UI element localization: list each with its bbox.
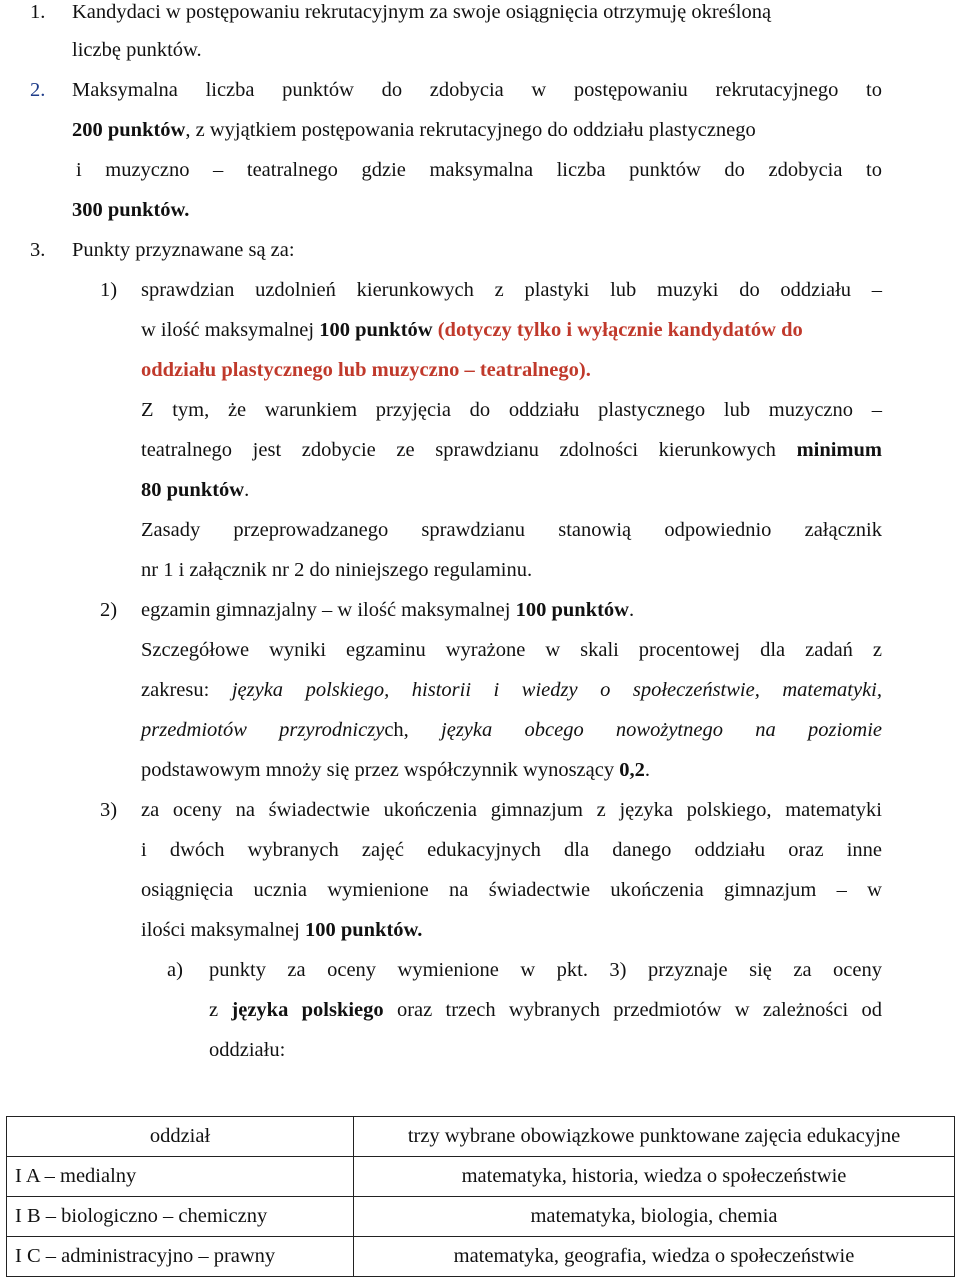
- sub-a-line2-plain: z: [209, 999, 232, 1021]
- sub1-line3: oddziału plastycznego lub muzyczno – teatralnego).: [141, 359, 591, 381]
- item1-line1: Kandydaci w postępowaniu rekrutacyjnym za swoje osiągnięcia otrzymuję określoną: [72, 1, 772, 23]
- sub2-p2-line3-italic2: języka obcego nowożytnego na poziomie: [441, 719, 882, 741]
- table-header-row: [7, 1117, 955, 1157]
- sub2-p2-line4-plain: podstawowym mnoży się przez współczynnik wynoszący: [141, 759, 620, 781]
- sub1-line2: [141, 318, 803, 342]
- table-cell-class: I C – administracyjno – prawny: [7, 1237, 354, 1277]
- item2-line2: [72, 118, 756, 142]
- table-cell-subjects: matematyka, historia, wiedza o społeczeństwie: [354, 1157, 955, 1197]
- sub1-p2-line3-end: .: [244, 479, 250, 501]
- item2-line1: Maksymalna liczba punktów do zdobycia w postępowaniu rekrutacyjnego to: [72, 79, 882, 101]
- sub2-p2-line4-end: .: [644, 759, 650, 781]
- item2-number: 2.: [30, 79, 46, 101]
- sub1-p3-line2: nr 1 i załącznik nr 2 do niniejszego regulaminu.: [141, 559, 533, 581]
- sub-a-line2-rest: oraz trzech wybranych przedmiotów w zależności od: [383, 999, 882, 1021]
- sub-a-line3: oddziału:: [209, 1039, 286, 1061]
- item1-number: 1.: [30, 1, 46, 23]
- subjects-table: [6, 1116, 955, 1277]
- sub3-line4: [141, 918, 422, 942]
- sub3-number: 3): [100, 799, 118, 821]
- sub1-line2-bold: 100 punktów: [319, 319, 433, 341]
- sub2-p2-line3: [141, 718, 882, 742]
- sub1-line2-red: (dotyczy tylko i wyłącznie kandydatów do: [432, 319, 803, 341]
- sub2-p2-line4: [141, 758, 650, 782]
- sub-a-letter: a): [167, 959, 183, 981]
- sub1-p2-line2-plain: teatralnego jest zdobycie ze sprawdzianu zdolności kierunkowych: [141, 439, 797, 461]
- table-cell-class: I A – medialny: [7, 1157, 354, 1197]
- sub-a-line1: punkty za oceny wymienione w pkt. 3) przyznaje się za oceny: [209, 959, 882, 981]
- sub2-p2-line3-italic1: przedmiotów przyrodniczy: [141, 719, 385, 741]
- sub2-line1-bold: 100 punktów: [515, 599, 629, 621]
- sub2-p2-line2: [141, 678, 882, 702]
- sub3-line4-plain: ilości maksymalnej: [141, 919, 305, 941]
- table-header-cell: trzy wybrane obowiązkowe punktowane zajęcia edukacyjne: [354, 1117, 955, 1157]
- table-row: [7, 1157, 955, 1197]
- item2-line2-rest: , z wyjątkiem postępowania rekrutacyjnego do oddziału plastycznego: [185, 119, 756, 141]
- sub2-line1: [141, 598, 634, 622]
- sub1-number: 1): [100, 279, 118, 301]
- sub2-line1-end: .: [628, 599, 635, 621]
- sub1-p2-line1: Z tym, że warunkiem przyjęcia do oddziału plastycznego lub muzyczno –: [141, 399, 882, 421]
- sub1-p3-line1: Zasady przeprowadzanego sprawdzianu stanowią odpowiednio załącznik: [141, 519, 882, 541]
- table-cell-subjects: matematyka, biologia, chemia: [354, 1197, 955, 1237]
- table-row: [7, 1237, 955, 1277]
- table-cell-subjects: matematyka, geografia, wiedza o społeczeństwie: [354, 1237, 955, 1277]
- sub2-p2-line4-bold: 0,2: [619, 759, 645, 781]
- item1-line2: liczbę punktów.: [72, 39, 202, 61]
- sub1-line2-plain: w ilość maksymalnej: [141, 319, 320, 341]
- sub2-p2-line1: Szczegółowe wyniki egzaminu wyrażone w skali procentowej dla zadań z: [141, 639, 882, 661]
- sub2-line1-plain: egzamin gimnazjalny – w ilość maksymalnej: [141, 599, 516, 621]
- sub-a-line2-bold: języka polskiego: [231, 999, 384, 1021]
- item2-line4: [72, 198, 189, 222]
- table-row: [7, 1197, 955, 1237]
- table-header-cell: oddział: [7, 1117, 354, 1157]
- item2-line2-bold: 200 punktów: [72, 119, 186, 141]
- sub1-p2-line3: [141, 478, 249, 502]
- item3-intro: Punkty przyznawane są za:: [72, 239, 295, 261]
- sub2-number: 2): [100, 599, 118, 621]
- sub1-p2-line3-bold: 80 punktów: [141, 479, 245, 501]
- sub2-p2-line2-plain: zakresu:: [141, 679, 232, 701]
- item2-line3: i muzyczno – teatralnego gdzie maksymalna liczba punktów do zdobycia to: [76, 159, 882, 181]
- sub1-p2-line2-bold: minimum: [796, 439, 882, 461]
- sub3-line3: osiągnięcia ucznia wymienione na świadectwie ukończenia gimnazjum – w: [141, 879, 882, 901]
- item3-number: 3.: [30, 239, 46, 261]
- table-cell-class: I B – biologiczno – chemiczny: [7, 1197, 354, 1237]
- sub2-p2-line2-italic: języka polskiego, historii i wiedzy o społeczeństwie, matematyki,: [231, 679, 882, 701]
- sub-a-line2: [209, 998, 882, 1022]
- item2-line4-bold: 300 punktów.: [72, 199, 190, 221]
- sub3-line1: za oceny na świadectwie ukończenia gimnazjum z języka polskiego, matematyki: [141, 799, 882, 821]
- sub1-line1: sprawdzian uzdolnień kierunkowych z plastyki lub muzyki do oddziału –: [141, 279, 882, 301]
- sub3-line2: i dwóch wybranych zajęć edukacyjnych dla danego oddziału oraz inne: [141, 839, 882, 861]
- sub3-line4-bold: 100 punktów.: [304, 919, 423, 941]
- sub1-p2-line2: [141, 438, 882, 462]
- sub2-p2-line3-plain: ch,: [384, 719, 442, 741]
